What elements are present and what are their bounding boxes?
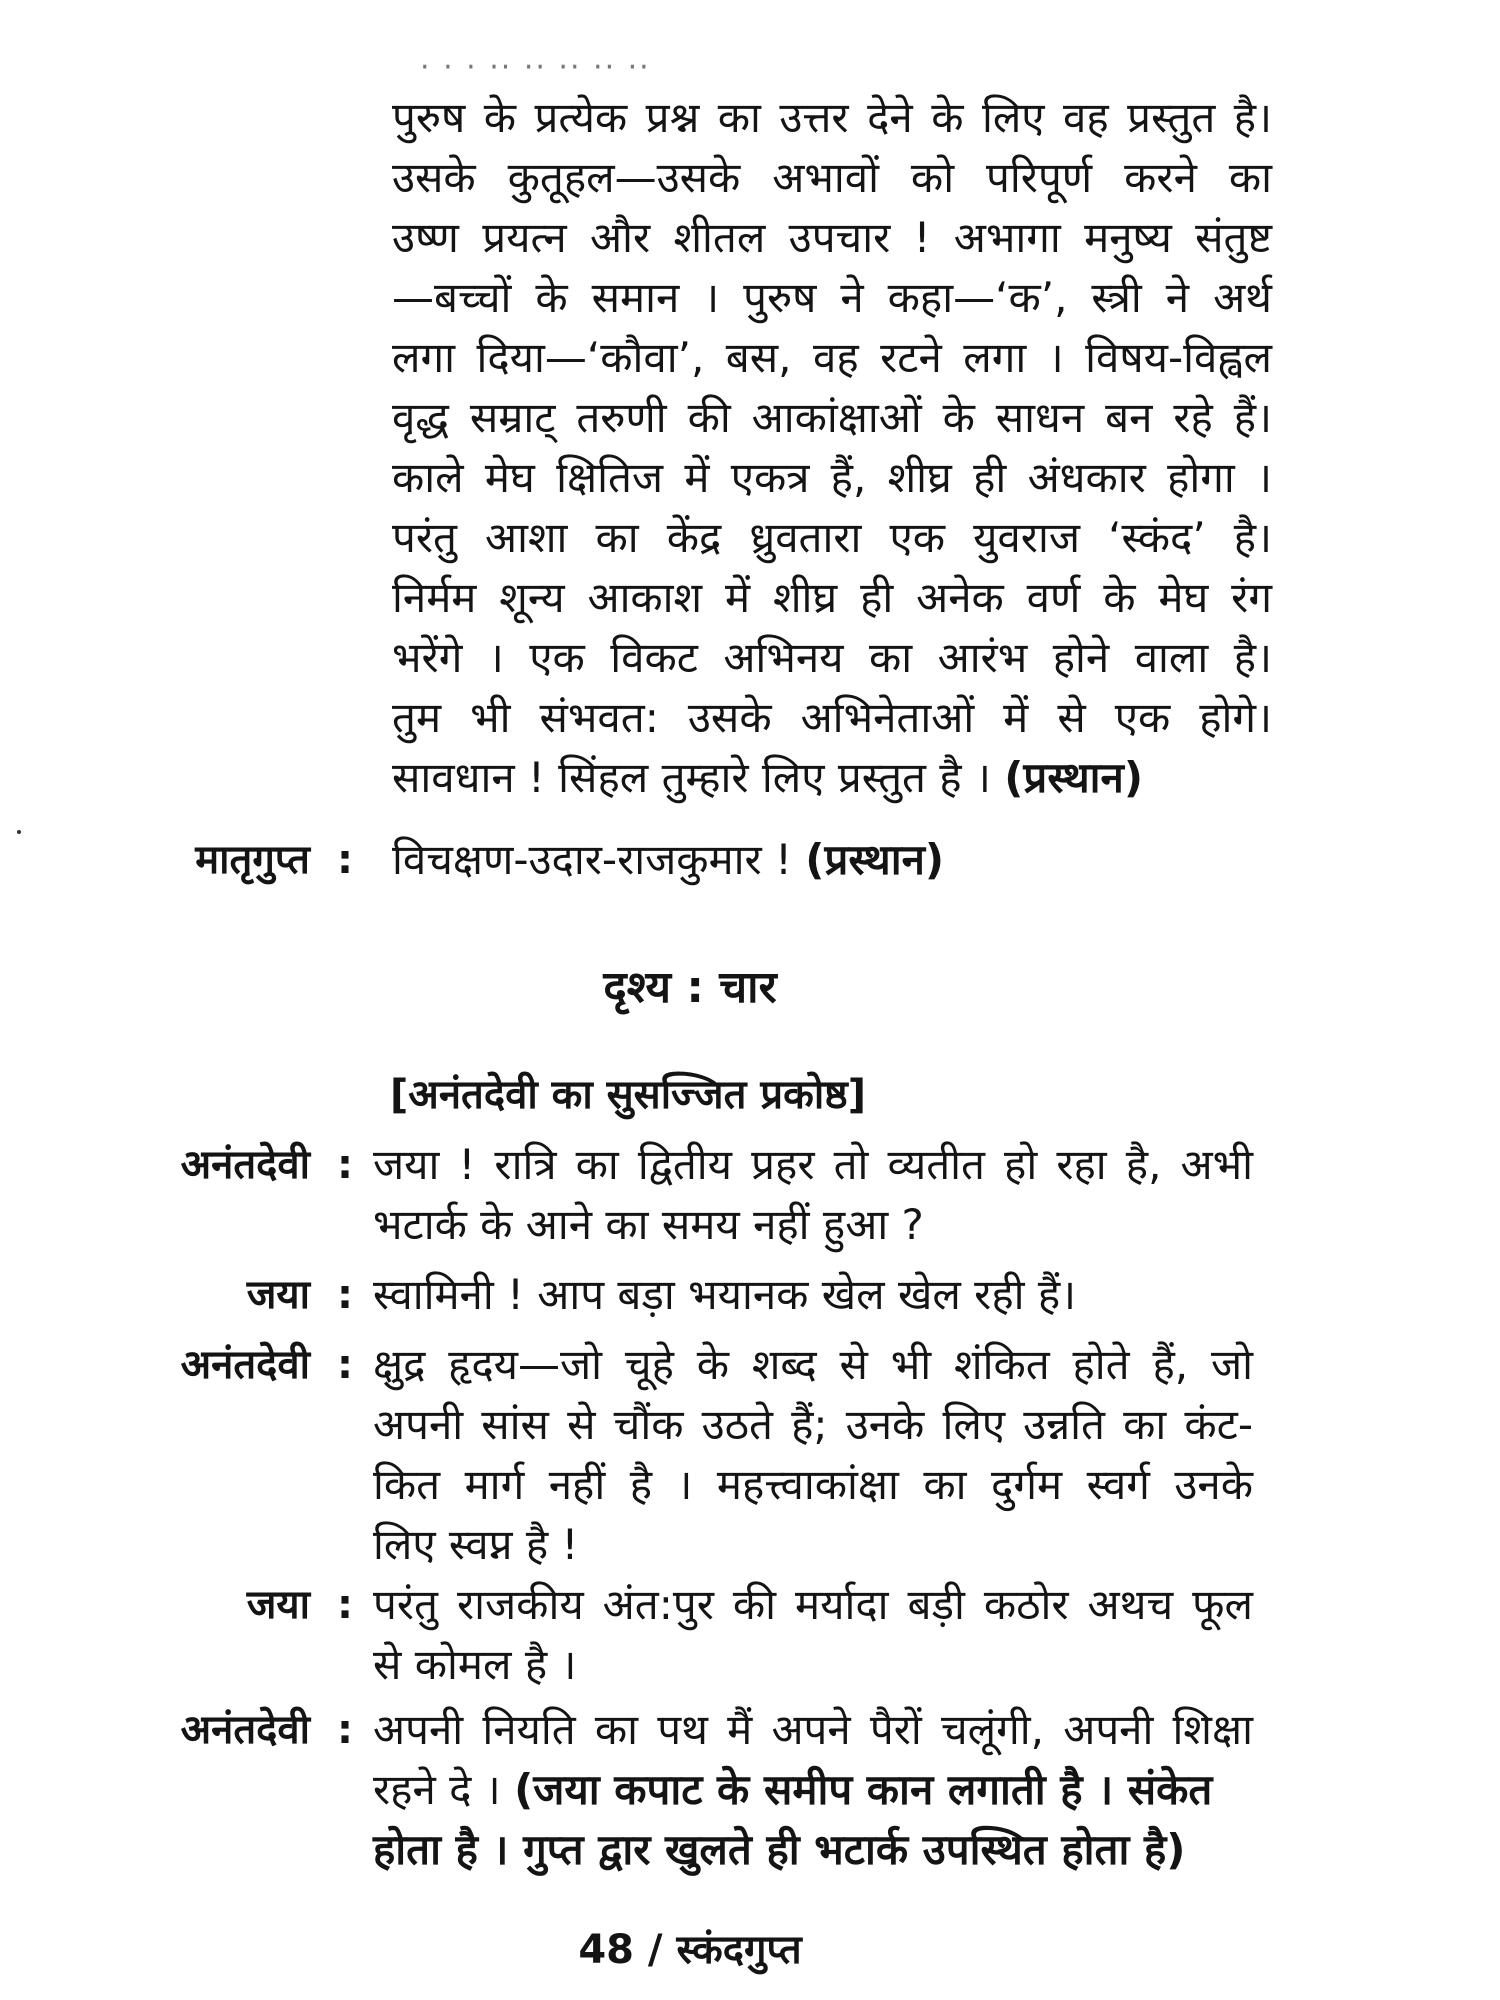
speech-text [373,1575,1253,1695]
paragraph-line: उष्ण प्रयत्न और शीतल उपचार ! अभागा मनुष्य संतुष्ट [392,213,1272,262]
speech-line: परंतु राजकीय अंत:पुर की मर्यादा बड़ी कठोर अथच फूल [373,1580,1253,1629]
speaker-colon: : [337,1582,353,1628]
speaker-name: अनंतदेवी [180,1342,310,1388]
paragraph-last-text: सावधान ! सिंहल तुम्हारे लिए प्रस्तुत है । [392,753,1005,802]
speaker-colon: : [337,1707,353,1753]
speech-line: भटार्क के आने का समय नहीं हुआ ? [373,1200,924,1249]
speech-line: लिए स्वप्न है ! [373,1520,579,1569]
speaker-colon: : [337,837,353,883]
paragraph-line: —बच्चों के समान । पुरुष ने कहा—‘क’, स्त्री ने अर्थ [392,273,1272,322]
speech-text [373,1265,1253,1325]
paragraph-line: तुम भी संभवत: उसके अभिनेताओं में से एक होगे। [392,693,1272,742]
running-head: · · · ·· ·· ·· ·· ·· [420,50,651,85]
speaker-colon: : [337,1342,353,1388]
speech-text [373,1335,1253,1575]
speech-line: अपनी नियति का पथ मैं अपने पैरों चलूंगी, अपनी शिक्षा [373,1705,1253,1754]
speaker-colon: : [337,1272,353,1318]
speech-line: कित मार्ग नहीं है । महत्त्वाकांक्षा का दुर्गम स्वर्ग उनके [373,1460,1253,1509]
speech-text [392,830,1272,890]
speech-text [373,1135,1253,1255]
opening-paragraph [392,88,1272,808]
paragraph-line: परंतु आशा का केंद्र ध्रुवतारा एक युवराज ‘स्कंद’ है। [392,513,1272,562]
stage-direction: (प्रस्थान) [805,835,945,884]
paragraph-line: उसके कुतूहल—उसके अभावों को परिपूर्ण करने का [392,153,1272,202]
speaker-name: मातृगुप्त [195,837,310,883]
speech-line: क्षुद्र हृदय—जो चूहे के शब्द से भी शंकित होते हैं, जो [373,1340,1253,1389]
speech-line [373,1760,1253,1820]
page-footer: 48 / स्कंदगुप्त [578,1927,802,1973]
speaker-name: अनंतदेवी [180,1142,310,1188]
speech-line [392,830,1272,890]
speech-line-text: विचक्षण-उदार-राजकुमार ! [392,835,806,884]
speech-line: जया ! रात्रि का द्वितीय प्रहर तो व्यतीत हो रहा है, अभी [373,1140,1253,1189]
speech-line: अपनी सांस से चौंक उठते हैं; उनके लिए उन्नति का कंट- [373,1400,1253,1449]
paragraph-line: वृद्ध सम्राट् तरुणी की आकांक्षाओं के साधन बन रहे हैं। [392,393,1272,442]
speaker-name: अनंतदेवी [180,1707,310,1753]
paragraph-last-line [392,748,1272,808]
scan-speck [17,830,21,834]
speech-text [373,1700,1253,1880]
scene-title: दृश्य : चार [603,962,777,1013]
speaker-name: जया [246,1582,310,1628]
paragraph-line: काले मेघ क्षितिज में एकत्र हैं, शीघ्र ही अंधकार होगा । [392,453,1272,502]
paragraph-line: पुरुष के प्रत्येक प्रश्न का उत्तर देने के लिए वह प्रस्तुत है। [392,93,1272,142]
scene-setting: [अनंतदेवी का सुसज्जित प्रकोष्ठ] [390,1072,867,1118]
stage-direction: होता है । गुप्त द्वार खुलते ही भटार्क उपस्थित होता है) [373,1825,1186,1874]
speech-line-text: रहने दे । [373,1765,515,1814]
stage-direction: (प्रस्थान) [1004,753,1144,802]
speech-line: स्वामिनी ! आप बड़ा भयानक खेल खेल रही हैं। [373,1270,1077,1319]
stage-direction: (जया कपाट के समीप कान लगाती है । संकेत [514,1765,1213,1814]
speaker-colon: : [337,1142,353,1188]
paragraph-line: भरेंगे । एक विकट अभिनय का आरंभ होने वाला है। [392,633,1272,682]
speech-line: से कोमल है । [373,1640,577,1689]
paragraph-line: निर्मम शून्य आकाश में शीघ्र ही अनेक वर्ण के मेघ रंग [392,573,1272,622]
paragraph-line: लगा दिया—‘कौवा’, बस, वह रटने लगा । विषय-विह्वल [392,333,1272,382]
speaker-name: जया [246,1272,310,1318]
